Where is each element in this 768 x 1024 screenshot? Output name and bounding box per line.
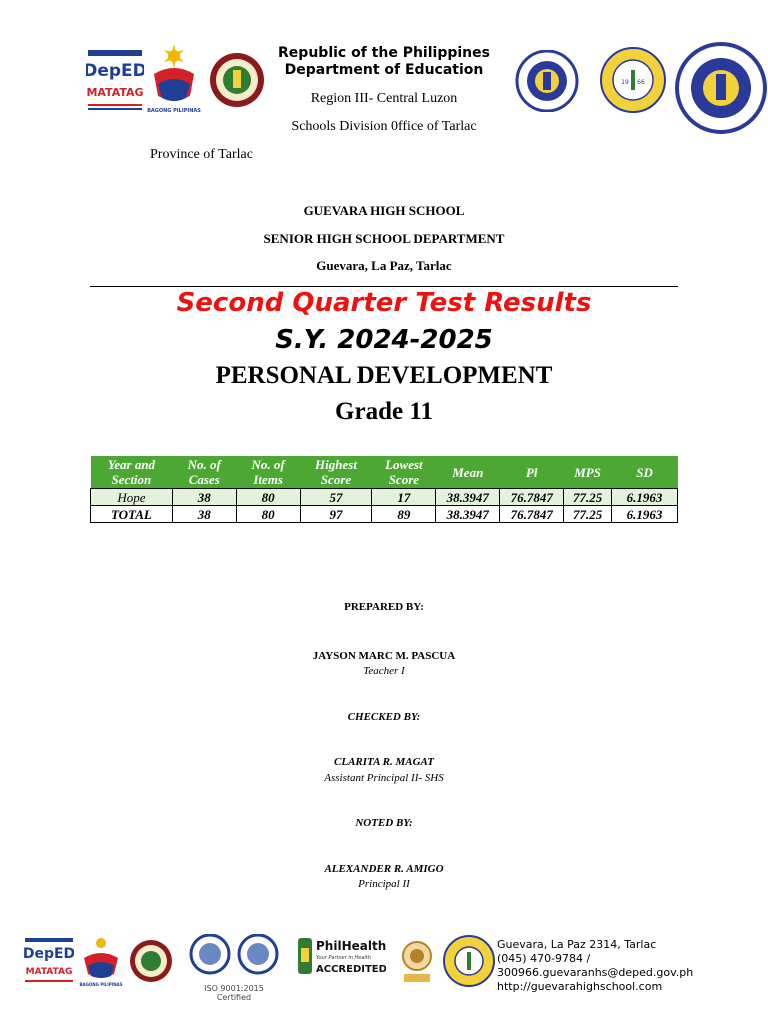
col-header-cases: No. of Cases (172, 456, 236, 489)
brigada-award-emblem (398, 934, 436, 988)
deped-matatag-logo (86, 46, 144, 116)
table-cell: 6.1963 (612, 489, 678, 506)
table-cell: 76.7847 (500, 506, 564, 523)
footer-bagong-pilipinas-logo (78, 934, 124, 988)
col-header-items: No. of Items (236, 456, 300, 489)
shs-department: SENIOR HIGH SCHOOL DEPARTMENT (263, 231, 505, 246)
footer-website[interactable]: http://guevarahighschool.com (497, 980, 663, 993)
table-cell: TOTAL (91, 506, 173, 523)
results-table (90, 456, 678, 523)
table-header-row (91, 456, 678, 489)
table-cell: 77.25 (564, 489, 612, 506)
col-header-pl: Pl (500, 456, 564, 489)
school-year-title: S.Y. 2024-2025 (275, 325, 493, 355)
table-cell: 38.3947 (436, 506, 500, 523)
table-cell: 89 (372, 506, 436, 523)
col-header-mean: Mean (436, 456, 500, 489)
table-cell: 38 (172, 489, 236, 506)
table-cell: 57 (300, 489, 372, 506)
footer-phone: (045) 470-9784 / (497, 952, 591, 965)
province-line: Province of Tarlac (150, 147, 253, 162)
noted-by-role: Principal II (358, 878, 410, 890)
table-cell: 38.3947 (436, 489, 500, 506)
footer-matatag-text: MATATAG (25, 967, 73, 977)
republic-line: Republic of the Philippines (278, 45, 490, 61)
philhealth-accredited-text: ACCREDITED (316, 964, 386, 975)
school-name: GUEVARA HIGH SCHOOL (303, 203, 465, 218)
seal-year-right: 66 (637, 79, 645, 86)
table-cell: 80 (236, 489, 300, 506)
region-line: Region III- Central Luzon (310, 91, 458, 106)
checked-by-role: Assistant Principal II- SHS (324, 772, 444, 784)
deped-logo-text: DepED (86, 61, 144, 81)
table-cell: 38 (172, 506, 236, 523)
table-cell: Hope (91, 489, 173, 506)
prepared-by-role: Teacher I (363, 665, 405, 677)
iso-certification-logos (186, 934, 282, 1002)
table-cell: 97 (300, 506, 372, 523)
guevara-high-school-seal (594, 46, 672, 114)
prepared-by-label: PREPARED BY: (344, 601, 424, 613)
checked-by-name: CLARITA R. MAGAT (334, 756, 434, 768)
main-title: Second Quarter Test Results (176, 288, 592, 318)
kagawaran-seal-right (672, 42, 768, 134)
col-header-lowest: Lowest Score (372, 456, 436, 489)
iso-certified-text: ISO 9001:2015 Certified (204, 984, 264, 1002)
col-header-sd: SD (612, 456, 678, 489)
footer-address: Guevara, La Paz 2314, Tarlac (497, 938, 657, 951)
col-header-year-section: Year and Section (91, 456, 173, 489)
seal-year-left: 19 (621, 79, 629, 86)
footer-email[interactable]: 300966.guevaranhs@deped.gov.ph (497, 966, 694, 979)
department-line: Department of Education (284, 62, 484, 78)
footer-deped-text: DepED (24, 946, 74, 962)
footer-ghs-seal (442, 934, 496, 988)
footer-contact (497, 938, 693, 994)
bagong-pilipinas-logo (146, 44, 202, 116)
noted-by-label: NOTED BY: (355, 817, 413, 829)
table-row-total (91, 506, 678, 523)
table-cell: 17 (372, 489, 436, 506)
table-row (91, 489, 678, 506)
philhealth-text: PhilHealth (316, 939, 386, 953)
grade-title: Grade 11 (335, 398, 433, 425)
table-cell: 77.25 (564, 506, 612, 523)
noted-by-name: ALEXANDER R. AMIGO (324, 863, 444, 875)
header-divider (90, 286, 678, 287)
division-line: Schools Division 0ffice of Tarlac (291, 119, 477, 134)
table-cell: 6.1963 (612, 506, 678, 523)
table-cell: 76.7847 (500, 489, 564, 506)
philhealth-accredited-logo (298, 934, 386, 988)
footer-deped-logo (24, 934, 74, 988)
matatag-logo-text: MATATAG (86, 86, 144, 99)
checked-by-label: CHECKED BY: (347, 711, 421, 723)
prepared-by-name: JAYSON MARC M. PASCUA (312, 650, 456, 662)
bagong-pilipinas-text: BAGONG PILIPINAS (147, 108, 201, 114)
philhealth-tagline: Your Partner in Health (316, 955, 371, 961)
footer-bagong-text: BAGONG PILIPINAS (79, 982, 123, 987)
table-cell: 80 (236, 506, 300, 523)
col-header-mps: MPS (564, 456, 612, 489)
footer-division-seal (128, 934, 174, 988)
school-address: Guevara, La Paz, Tarlac (316, 258, 452, 273)
subject-title: PERSONAL DEVELOPMENT (215, 362, 553, 389)
col-header-highest: Highest Score (300, 456, 372, 489)
